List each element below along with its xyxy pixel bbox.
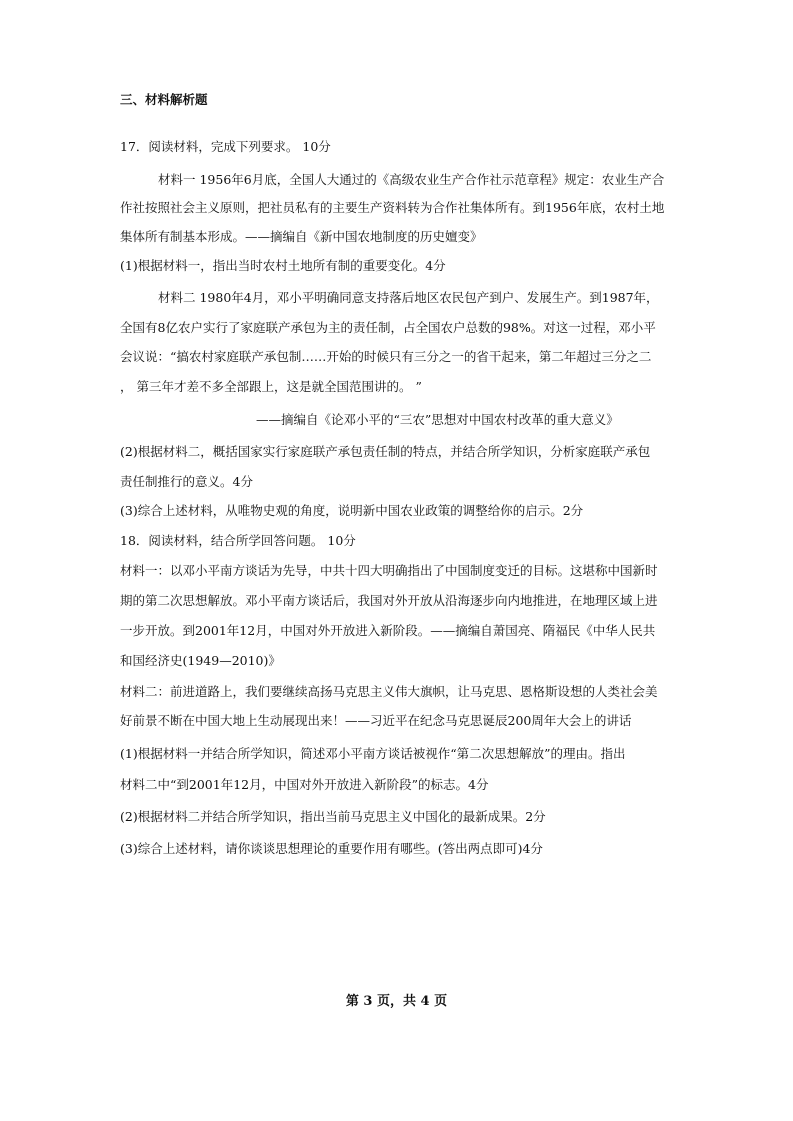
q17-question2-line2: 责任制推行的意义。4分 — [120, 474, 253, 489]
q18-material2-line2: 好前景不断在中国大地上生动展现出来！——习近平在纪念马克思诞辰200周年大会上的讲话 — [120, 713, 632, 728]
q18-material1-line4: 和国经济史(1949—2010)》 — [120, 653, 281, 668]
q17-material2-line4: ， 第三年才差不多全部跟上，这是就全国范围讲的。 ” — [120, 379, 422, 394]
q17-question1: (1)根据材料一，指出当时农村土地所有制的重要变化。4分 — [120, 258, 446, 273]
q18-material1-line1: 材料一：以邓小平南方谈话为先导，中共十四大明确指出了中国制度变迁的目标。这堪称中国新时 — [120, 563, 658, 578]
q18-material1-line2: 期的第二次思想解放。邓小平南方谈话后，我国对外开放从沿海逐步向内地推进，在地理区域上进 — [120, 593, 658, 608]
q17-material2-line3: 会议说：“搞农村家庭联产承包制……开始的时候只有三分之一的省干起来，第二年超过三分之二 — [120, 349, 652, 364]
q18-question3: (3)综合上述材料，请你谈谈思想理论的重要作用有哪些。(答出两点即可)4分 — [120, 841, 543, 856]
q17-material1-line3: 集体所有制基本形成。——摘编自《新中国农地制度的历史嬗变》 — [120, 229, 483, 244]
q18-heading: 18．阅读材料，结合所学回答问题。 10分 — [120, 533, 356, 548]
q18-material1-line3: 一步开放。到2001年12月，中国对外开放进入新阶段。——摘编自萧国亮、隋福民《中华人民共 — [120, 623, 656, 638]
q17-material1-line1: 材料一 1956年6月底，全国人大通过的《高级农业生产合作社示范章程》规定：农业生产合 — [158, 172, 665, 187]
section-title: 三、材料解析题 — [120, 92, 208, 107]
q18-question1-line2: 材料二中“到2001年12月，中国对外开放进入新阶段”的标志。4分 — [120, 777, 489, 792]
q17-material2-source: ——摘编自《论邓小平的“三农”思想对中国农村改革的重大意义》 — [256, 412, 619, 427]
q17-material1-line2: 作社按照社会主义原则，把社员私有的主要生产资料转为合作社集体所有。到1956年底，农村土地 — [120, 200, 665, 215]
q17-question3: (3)综合上述材料，从唯物史观的角度，说明新中国农业政策的调整给你的启示。2分 — [120, 503, 584, 518]
q18-question2: (2)根据材料二并结合所学知识，指出当前马克思主义中国化的最新成果。2分 — [120, 809, 546, 824]
q17-heading: 17．阅读材料，完成下列要求。 10分 — [120, 139, 331, 154]
q17-material2-line2: 全国有8亿农户实行了家庭联产承包为主的责任制，占全国农户总数的98%。对这一过程，邓小平 — [120, 320, 656, 335]
q18-question1-line1: (1)根据材料一并结合所学知识，简述邓小平南方谈话被视作“第二次思想解放”的理由。指出 — [120, 746, 626, 761]
q17-material2-line1: 材料二 1980年4月，邓小平明确同意支持落后地区农民包产到户、发展生产。到1987年， — [158, 290, 659, 305]
page-footer: 第 3 页，共 4 页 — [345, 994, 448, 1009]
q17-question2-line1: (2)根据材料二，概括国家实行家庭联产承包责任制的特点，并结合所学知识，分析家庭联产承包 — [120, 444, 651, 459]
q18-material2-line1: 材料二：前进道路上，我们要继续高扬马克思主义伟大旗帜，让马克思、恩格斯设想的人类社会美 — [120, 684, 658, 699]
